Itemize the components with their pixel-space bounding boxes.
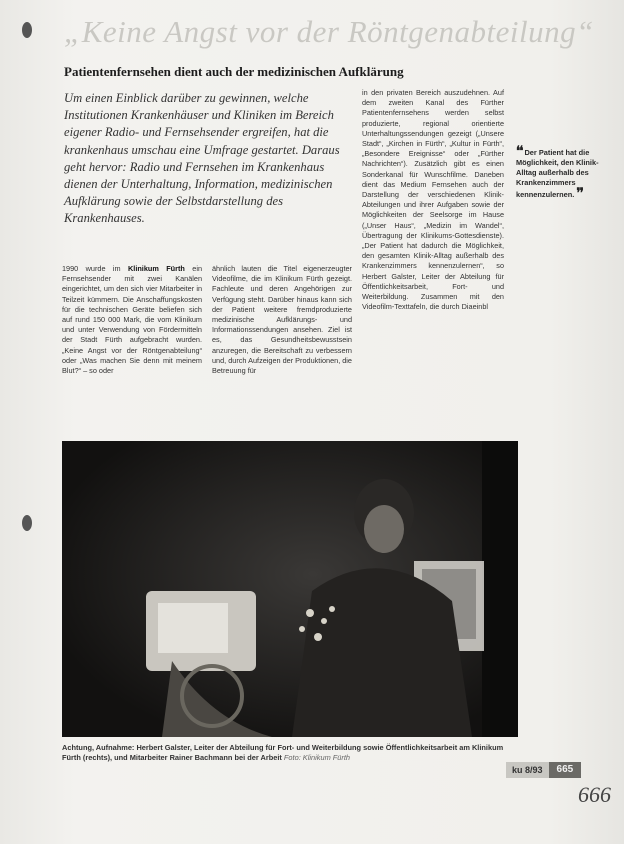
- issue-label: ku 8/93: [506, 762, 549, 778]
- article-subhead: Patientenfernsehen dient auch der medizinischen Aufklärung: [64, 64, 404, 79]
- punch-hole: [22, 22, 32, 38]
- col1-text-rest: ein Fernsehsender mit zwei Kanälen eingerichtet, um den sich vier Mitarbeiter in Teilzeit kümmern. Die Anschaffungskosten für die technischen Geräte beliefen sich auf rund 150 000 Mark, die vom Klinikum und unter Verwendung von Fördermitteln der Stadt Fürth aufgebracht wurden. „Keine Angst vor der Röntgenabteilung“ oder „Was machen Sie denn mit meinem Blut?“ – so oder: [62, 264, 203, 376]
- pull-quote: [516, 143, 616, 200]
- col1-klinikum-bold: Klinikum Fürth: [128, 264, 185, 273]
- quote-close-mark: ❜❜: [576, 185, 583, 200]
- photo-credit: Foto: Klinikum Fürth: [283, 753, 351, 762]
- text-column-3: in den privaten Bereich auszudehnen. Auf dem zweiten Kanal des Fürther Patientenfernsehens werden selbst produzierte, regional orientierte Unterhaltungssendungen gezeigt („Unsere Stadt“, „Kirchen in Fürth“, „Kultur in Fürth“, „Besondere Ereignisse“ oder „Fürther Nachrichten“). Zusätzlich gibt es einen Sonderkanal für Wunschfilme. Daneben dient das Medium Fernsehen auch der Darstellung der verschiedenen Klinik-Abteilungen und ihrer Aufgaben sowie der Möglichkeiten der Seelsorge im Hause („Unser Haus“, „Medizin im Wandel“, Übertragung der Klinikums-Gottesdienste). „Der Patient hat dadurch die Möglichkeit, den gesamten Klinik-Alltag außerhalb des Krankenzimmers kennenzulernen“, so Herbert Galster, Leiter der Abteilung für Öffentlichkeitsarbeit, Fort- und Weiterbildung. Zusammen mit den Videofilm-Texttafeln, die durch Diaeinbl: [362, 88, 504, 312]
- punch-hole: [22, 515, 32, 531]
- article-photo: [62, 441, 518, 737]
- caption-text: Achtung, Aufnahme: Herbert Galster, Leiter der Abteilung für Fort- und Weiterbildung sowie Öffentlichkeitsarbeit am Klinikum Fürth (rechts), und Mitarbeiter Rainer Bachmann bei der Arbeit: [62, 743, 504, 762]
- article-intro: Um einen Einblick darüber zu gewinnen, welche Institutionen Krankenhäuser und Kliniken im Bereich eigener Radio- und Fernsehsender ergreifen, hat die krankenhaus umschau eine Umfrage gestartet. Daraus geht hervor: Radio und Fernsehen im Krankenhaus dienen der Unterhaltung, Information, medizinischen Aufklärung sowie der Selbstdarstellung des Krankenhauses.: [64, 91, 340, 226]
- photo-caption: [62, 743, 522, 763]
- text-column-2: ähnlich lauten die Titel eigenerzeugter Videofilme, die im Klinikum Fürth gezeigt. Fachleute und deren Angehörigen zur Verfügung steht. Darüber hinaus kann sich der Patient weitere fremdproduzierte medizinische Aufklärungs- und Informationssendungen ansehen. Ziel ist es, das Gesundheitsbewusstsein anzuregen, die Bereitschaft zu verbessern und, durch Aufzeigen der Produktionen, die Betreuung für: [212, 264, 352, 376]
- pull-quote-text: Der Patient hat die Möglichkeit, den Klinik-Alltag außerhalb des Krankenzimmers kennenzulernen.: [516, 148, 599, 199]
- handwritten-page-number: 666: [578, 782, 611, 807]
- text-column-1: [62, 264, 202, 376]
- quote-open-mark: ❛❛: [516, 143, 523, 158]
- photo-illustration: [62, 441, 518, 737]
- page-number: 665: [549, 762, 582, 778]
- col1-text-start: 1990 wurde im: [62, 264, 129, 273]
- page-footer: [506, 762, 581, 778]
- article-headline: „Keine Angst vor der Röntgenabteilung“: [64, 14, 594, 49]
